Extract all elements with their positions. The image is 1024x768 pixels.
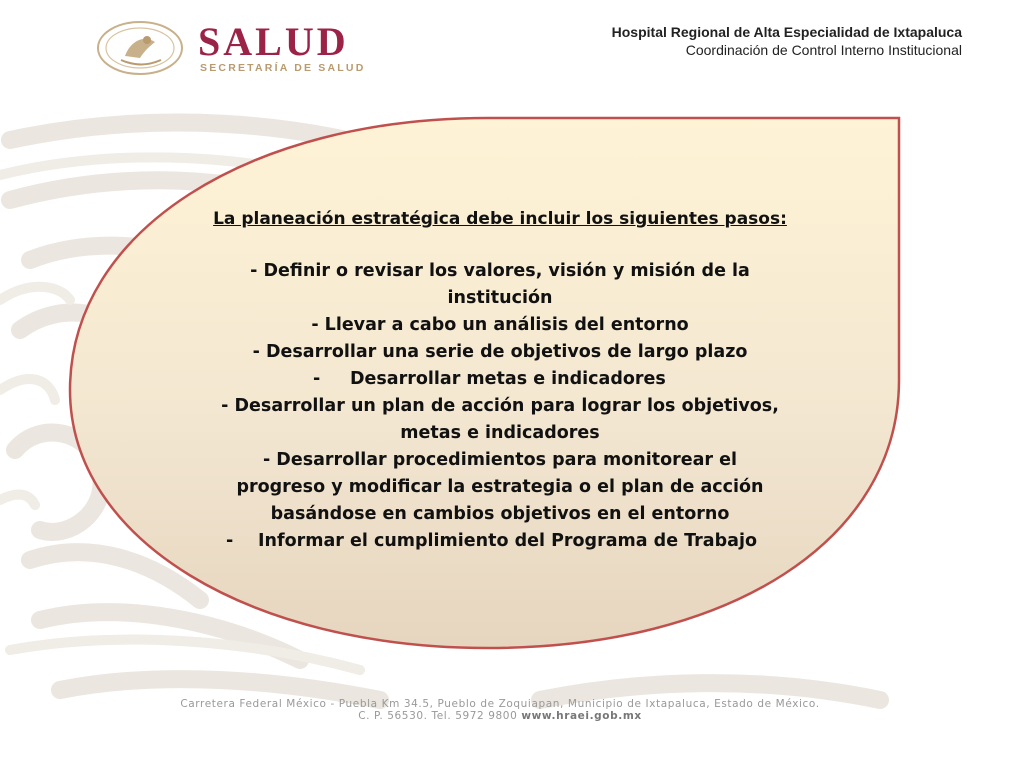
list-dash: -: [313, 369, 321, 389]
postal-phone: C. P. 56530. Tel. 5972 9800: [358, 710, 522, 722]
step-line: metas e indicadores: [400, 423, 600, 443]
salud-logo: [95, 20, 425, 75]
step-line: [200, 366, 800, 393]
brand-wordmark: SALUD: [198, 19, 349, 64]
step-text: Informar el cumplimiento del Programa de Trabajo: [258, 531, 757, 551]
institution-header: [612, 24, 962, 59]
organization-unit: Coordinación de Control Interno Institucional: [685, 42, 962, 58]
list-dash: -: [226, 531, 234, 551]
address-line: Carretera Federal México - Puebla Km 34.5, Pueblo de Zoquiapan, Municipio de Ixtapaluca, Estado de México.: [180, 698, 820, 710]
step-text: Desarrollar metas e indicadores: [350, 369, 666, 389]
contact-line: [175, 710, 825, 722]
mexican-coat-of-arms-seal-icon: [95, 20, 185, 75]
strategic-planning-steps: [200, 206, 800, 555]
step-line: [200, 528, 800, 555]
step-line: - Desarrollar una serie de objetivos de largo plazo: [252, 342, 748, 362]
steps-title: La planeación estratégica debe incluir los siguientes pasos:: [213, 209, 787, 229]
brand-subtitle: SECRETARÍA DE SALUD: [200, 62, 366, 74]
step-line: - Desarrollar procedimientos para monitorear el: [262, 450, 738, 470]
organization-name: Hospital Regional de Alta Especialidad de Ixtapaluca: [611, 24, 962, 40]
footer-address: [175, 698, 825, 722]
step-line: - Llevar a cabo un análisis del entorno: [311, 315, 689, 335]
step-line: - Desarrollar un plan de acción para lograr los objetivos,: [221, 396, 779, 416]
step-line: progreso y modificar la estrategia o el plan de acción: [236, 477, 764, 497]
website-link[interactable]: www.hraei.gob.mx: [521, 710, 642, 722]
step-line: basándose en cambios objetivos en el entorno: [270, 504, 730, 524]
step-line: institución: [447, 288, 553, 308]
step-line: - Definir o revisar los valores, visión y misión de la: [250, 261, 750, 281]
